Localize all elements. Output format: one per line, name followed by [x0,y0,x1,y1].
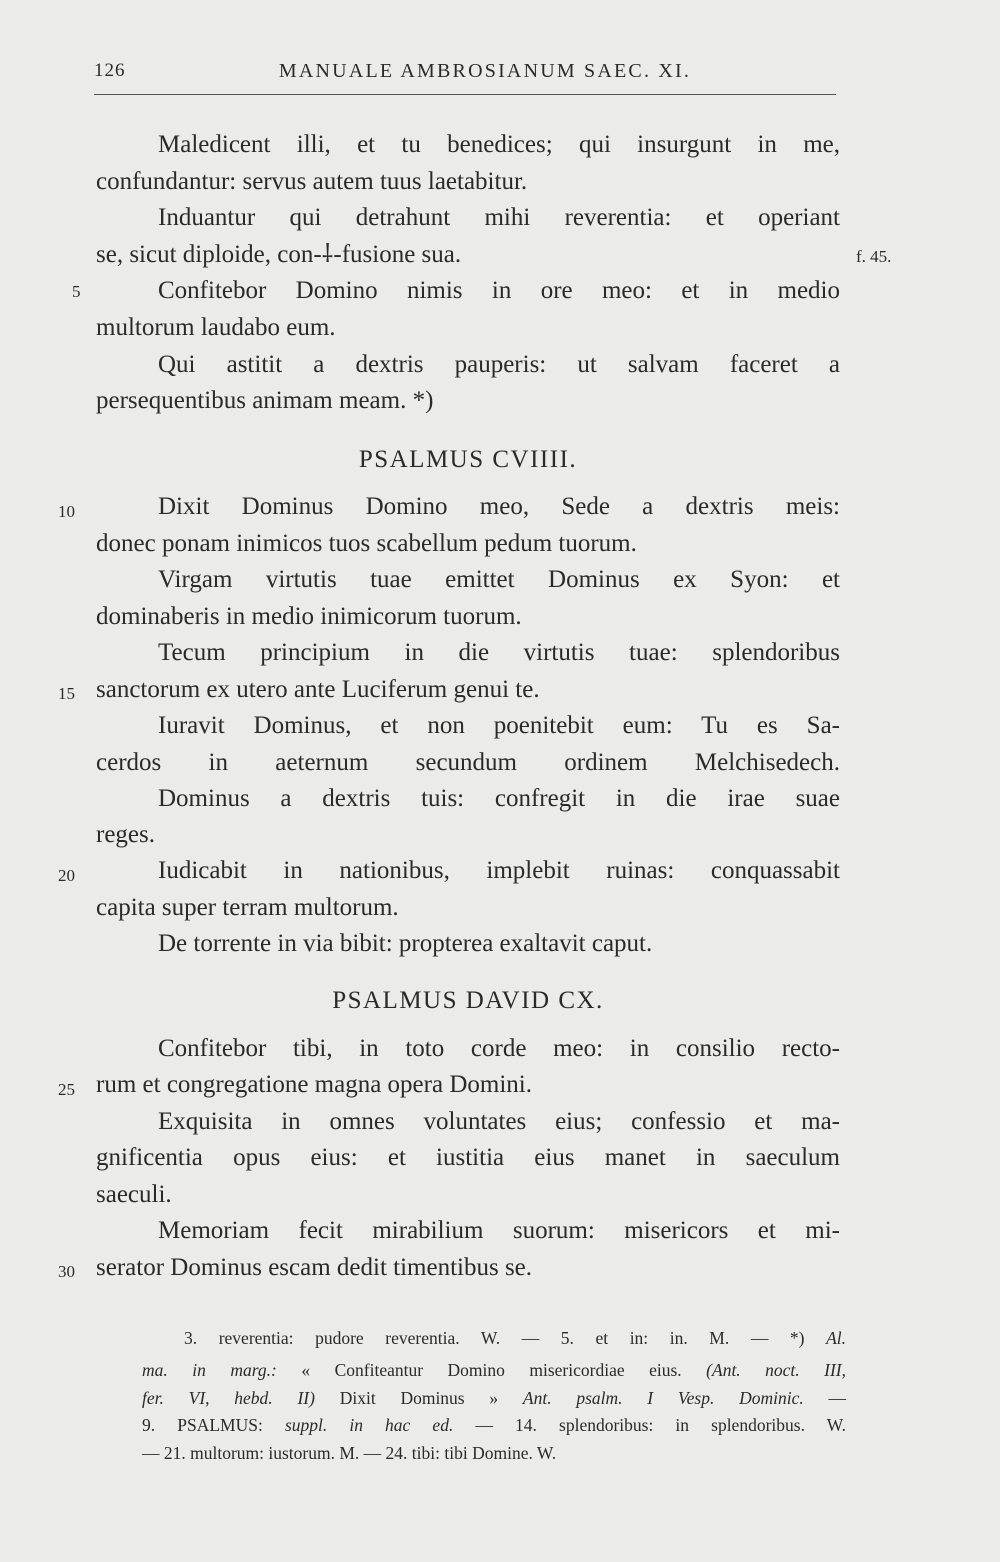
text-line: persequentibus animam meam. *) [96,387,434,414]
text-line: Virgam virtutis tuae emittet Dominus ex Syon: et [158,566,840,593]
text-line: serator Dominus escam dedit timentibus se. [96,1254,533,1281]
text-line: Qui astitit a dextris pauperis: ut salvam faceret a [158,351,840,378]
running-head [94,60,836,84]
line-number: 20 [58,866,75,885]
text-line: capita super terram multorum. [96,894,399,921]
footnote-text: 3. reverentia: pudore reverentia. W. — 5. et in: in. M. — *) [184,1328,805,1348]
text-line: rum et congregatione magna opera Domini. [96,1071,532,1098]
text-line: Confitebor Domino nimis in ore meo: et in medio [158,277,840,304]
text-line: cerdos in aeternum secundum ordinem Melchisedech. [96,749,840,776]
text-line: Iudicabit in nationibus, implebit ruinas: conquassabit [158,857,840,884]
footnote-text: 9. PSALMUS: [142,1415,263,1435]
line-number: 10 [58,502,75,521]
footnote-line: — 21. multorum: iustorum. M. — 24. tibi: tibi Domine. W. [142,1443,557,1463]
footnote-italic: Al. [826,1328,846,1348]
footnote-text: « Confiteantur Domino misericordiae eius. [301,1360,682,1380]
line-number: 5 [72,282,81,301]
text-line: Confitebor tibi, in toto corde meo: in consilio recto- [158,1035,840,1062]
text-line: De torrente in via bibit: propterea exaltavit caput. [158,930,653,957]
footnote-text: — [828,1388,846,1408]
footnote-italic: fer. VI, hebd. II) [142,1388,315,1408]
text-line: reges. [96,821,155,848]
page-number: 126 [94,60,126,81]
footnote-line [142,1385,846,1411]
text-line: se, sicut diploide, con-⸸-fusione sua. [96,241,462,268]
text-line: Iuravit Dominus, et non poenitebit eum: Tu es Sa- [158,712,840,739]
psalm-heading: PSALMUS DAVID CX. [332,987,604,1014]
line-number: 25 [58,1080,75,1099]
footnote-text: — 14. splendoribus: in splendoribus. W. [475,1415,847,1435]
text-line: Maledicent illi, et tu benedices; qui insurgunt in me, [158,131,840,158]
running-title: MANUALE AMBROSIANUM SAEC. XI. [278,60,692,82]
footnote-italic: ma. in marg.: [142,1360,277,1380]
footnote-italic: (Ant. noct. III, [706,1360,847,1380]
text-line: donec ponam inimicos tuos scabellum pedum tuorum. [96,530,637,557]
text-line: confundantur: servus autem tuus laetabitur. [96,168,528,195]
footnote-line [184,1325,846,1351]
text-line: multorum laudabo eum. [96,314,336,341]
line-number: 30 [58,1262,75,1281]
footnote-line [142,1412,846,1438]
footnote-italic: Ant. psalm. I Vesp. Dominic. [522,1388,804,1408]
footnote-text: Dixit Dominus » [339,1388,499,1408]
folio-marker: f. 45. [856,247,892,266]
text-line: Dominus a dextris tuis: confregit in die irae suae [158,785,840,812]
text-line: Exquisita in omnes voluntates eius; confessio et ma- [158,1108,840,1135]
footnote-italic: suppl. in hac ed. [284,1415,454,1435]
text-line: Dixit Dominus Domino meo, Sede a dextris meis: [158,493,840,520]
text-line: dominaberis in medio inimicorum tuorum. [96,603,522,630]
text-line: sanctorum ex utero ante Luciferum genui te. [96,676,540,703]
text-line: saeculi. [96,1181,172,1208]
line-number: 15 [58,684,75,703]
text-line: Induantur qui detrahunt mihi reverentia: et operiant [158,204,840,231]
text-line: Memoriam fecit mirabilium suorum: misericors et mi- [158,1217,840,1244]
text-line: gnificentia opus eius: et iustitia eius manet in saeculum [96,1144,840,1171]
psalm-heading: PSALMUS CVIIII. [358,446,578,473]
text-line: Tecum principium in die virtutis tuae: splendoribus [158,639,840,666]
footnote-line [142,1357,846,1383]
header-rule [94,94,836,95]
